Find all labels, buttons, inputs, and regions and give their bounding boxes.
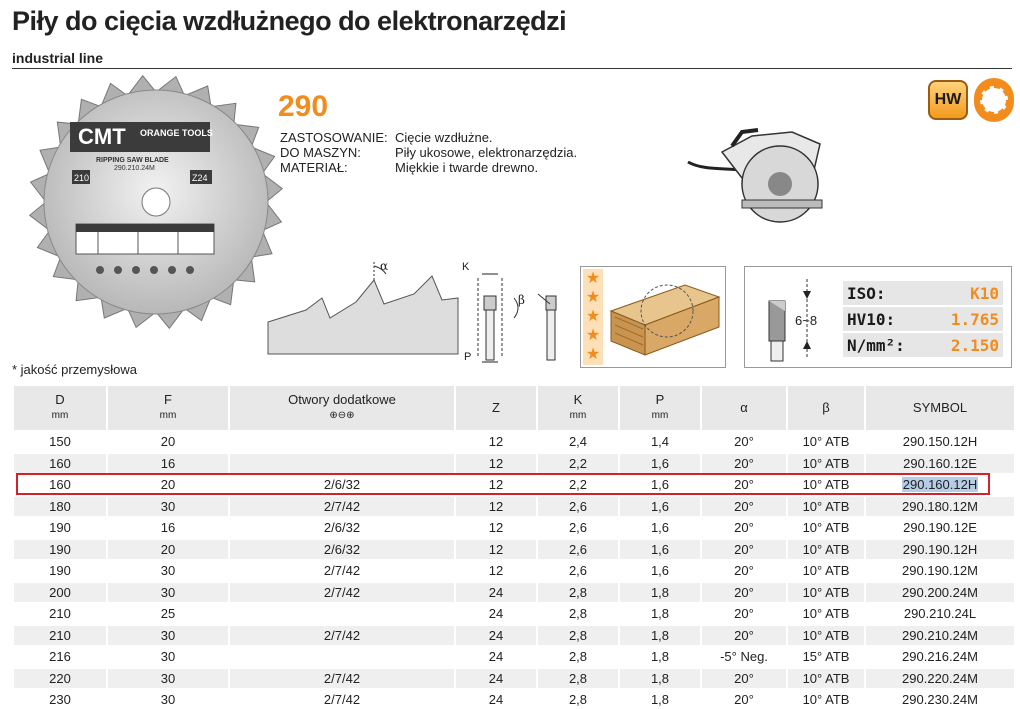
table-cell: 2/7/42 (230, 497, 454, 517)
table-cell: 2,6 (538, 518, 618, 538)
table-cell: 10° ATB (788, 454, 864, 474)
table-cell: 2,4 (538, 432, 618, 452)
star-icon: ★ (585, 269, 601, 287)
table-row[interactable] (14, 497, 1014, 517)
table-cell: 12 (456, 518, 536, 538)
table-cell: 30 (108, 669, 228, 689)
page-title: Piły do cięcia wzdłużnego do elektronarzędzi (12, 6, 567, 36)
table-row[interactable] (14, 518, 1014, 538)
table-cell: 20° (702, 497, 786, 517)
table-cell: 25 (108, 604, 228, 624)
column-header-unit: mm (159, 410, 177, 421)
table-cell: 24 (456, 583, 536, 603)
column-header-unit: mm (51, 410, 69, 421)
table-cell: 210 (14, 604, 106, 624)
table-cell: 1,8 (620, 669, 700, 689)
table-cell: 2/7/42 (230, 583, 454, 603)
table-cell: 20° (702, 583, 786, 603)
column-header-label: P (655, 392, 665, 407)
table-cell: 290.190.12M (866, 561, 1014, 581)
table-cell: 20° (702, 561, 786, 581)
table-cell: 290.230.24M (866, 690, 1014, 709)
blade-brand-sub: ORANGE TOOLS (140, 128, 213, 138)
table-cell: 1,6 (620, 561, 700, 581)
table-cell: 190 (14, 561, 106, 581)
hw-badge-icon: HW (928, 80, 968, 120)
table-cell: 20° (702, 690, 786, 709)
table-cell: 30 (108, 626, 228, 646)
table-cell: 150 (14, 432, 106, 452)
circular-saw-machine-image (682, 122, 832, 232)
table-cell: 1,6 (620, 497, 700, 517)
spec-value: Cięcie wzdłużne. (395, 130, 493, 145)
star-icon: ★ (585, 288, 601, 306)
column-header-unit: mm (651, 410, 669, 421)
table-cell: 2/7/42 (230, 669, 454, 689)
table-cell: 24 (456, 669, 536, 689)
product-code: 290 (278, 90, 329, 123)
tooth-angle-diagram (266, 258, 460, 358)
table-cell: 1,6 (620, 540, 700, 560)
table-cell: 2,6 (538, 497, 618, 517)
table-cell: 160 (14, 475, 106, 495)
table-cell: 20° (702, 518, 786, 538)
table-cell: 24 (456, 604, 536, 624)
selected-symbol-text[interactable]: 290.160.12H (902, 477, 978, 493)
strength-label: N/mm²: (847, 336, 905, 355)
beta-label: β (518, 293, 525, 307)
iso-value: K10 (970, 284, 999, 303)
star-icon: ★ (585, 346, 601, 364)
column-header (108, 386, 228, 430)
table-cell: 290.200.24M (866, 583, 1014, 603)
table-cell: 20 (108, 432, 228, 452)
hv10-label: HV10: (847, 310, 896, 329)
column-header-unit: mm (569, 410, 587, 421)
table-cell: 24 (456, 690, 536, 709)
table-cell: 10° ATB (788, 669, 864, 689)
table-cell: 20° (702, 626, 786, 646)
page-subtitle: industrial line (12, 50, 104, 66)
table-cell: 1,6 (620, 475, 700, 495)
column-header (702, 386, 786, 430)
table-cell: 160 (14, 454, 106, 474)
table-cell: 2,6 (538, 561, 618, 581)
table-cell: 2,6 (538, 540, 618, 560)
table-cell: 1,8 (620, 626, 700, 646)
column-header-label: β (822, 400, 830, 415)
column-header (788, 386, 864, 430)
quality-note: * jakość przemysłowa (12, 362, 137, 377)
table-cell: 2/6/32 (230, 540, 454, 560)
table-cell: 20° (702, 669, 786, 689)
table-cell: 1,8 (620, 647, 700, 667)
cut-quality-panel (580, 266, 726, 368)
table-row[interactable] (14, 432, 1014, 452)
table-cell: 15° ATB (788, 647, 864, 667)
spec-value: Miękkie i twarde drewno. (395, 160, 539, 175)
alpha-label: α (380, 259, 389, 273)
star-icon: ★ (585, 307, 601, 325)
table-cell: 2,2 (538, 454, 618, 474)
table-cell: 10° ATB (788, 604, 864, 624)
table-cell: 2,8 (538, 647, 618, 667)
table-cell: 2/6/32 (230, 475, 454, 495)
table-cell: 290.150.12H (866, 432, 1014, 452)
column-header (14, 386, 106, 430)
table-row[interactable] (14, 626, 1014, 646)
table-cell: 10° ATB (788, 561, 864, 581)
blade-size: 210 (74, 173, 90, 183)
column-header-label: α (740, 400, 748, 415)
kerf-plate-diagram (458, 258, 570, 370)
table-cell: 216 (14, 647, 106, 667)
table-cell: 220 (14, 669, 106, 689)
k-label: K (462, 261, 470, 273)
table-cell: 12 (456, 540, 536, 560)
table-cell: 290.210.24L (866, 604, 1014, 624)
table-cell: 20° (702, 604, 786, 624)
table-cell: 290.190.12E (866, 518, 1014, 538)
table-cell: 190 (14, 518, 106, 538)
blade-code: 290.210.24M (114, 165, 155, 172)
blade-brand: CMT (78, 124, 126, 149)
table-cell: 2/6/32 (230, 518, 454, 538)
table-row[interactable] (14, 583, 1014, 603)
table-row[interactable] (14, 690, 1014, 709)
table-cell: 190 (14, 540, 106, 560)
table-cell: 2,8 (538, 626, 618, 646)
table-cell: 10° ATB (788, 540, 864, 560)
table-cell: 10° ATB (788, 475, 864, 495)
table-cell: 12 (456, 497, 536, 517)
hv10-value: 1.765 (950, 310, 999, 329)
table-cell: 2,8 (538, 669, 618, 689)
table-cell: 16 (108, 454, 228, 474)
table-cell (230, 604, 454, 624)
table-cell: 210 (14, 626, 106, 646)
column-header (620, 386, 700, 430)
table-cell: 16 (108, 518, 228, 538)
spec-label: MATERIAŁ: (280, 160, 348, 175)
table-cell: 10° ATB (788, 497, 864, 517)
table-cell: 2,2 (538, 475, 618, 495)
table-cell: 2/7/42 (230, 690, 454, 709)
material-properties-panel (744, 266, 1012, 368)
cmt-logo-badge-icon (974, 78, 1014, 122)
table-cell: 20° (702, 540, 786, 560)
table-cell: 290.210.24M (866, 626, 1014, 646)
table-header-row (14, 386, 1014, 430)
table-cell: 30 (108, 690, 228, 709)
strength-row (843, 333, 1003, 357)
table-cell: 10° ATB (788, 626, 864, 646)
table-cell: 10° ATB (788, 583, 864, 603)
tooth-height-diagram (751, 271, 837, 363)
saw-blade-image (28, 74, 284, 330)
table-cell: 30 (108, 561, 228, 581)
table-cell (230, 454, 454, 474)
table-cell: 20° (702, 454, 786, 474)
height-label: 6~8 (795, 313, 818, 328)
table-cell: 2,8 (538, 690, 618, 709)
table-cell: 20° (702, 475, 786, 495)
table-row[interactable] (14, 647, 1014, 667)
spec-label: ZASTOSOWANIE: (280, 130, 388, 145)
table-cell: 12 (456, 475, 536, 495)
table-cell: 10° ATB (788, 690, 864, 709)
title-divider (12, 68, 1012, 69)
column-header (866, 386, 1014, 430)
table-cell (230, 647, 454, 667)
column-header (538, 386, 618, 430)
wood-cut-image (605, 271, 723, 365)
column-header (230, 386, 454, 430)
table-cell: 290.190.12H (866, 540, 1014, 560)
column-header-label: K (573, 392, 583, 407)
table-cell: 290.180.12M (866, 497, 1014, 517)
table-cell: 2/7/42 (230, 626, 454, 646)
table-cell (230, 432, 454, 452)
table-cell: 20° (702, 432, 786, 452)
table-cell: 12 (456, 432, 536, 452)
quality-stars (583, 269, 603, 365)
column-header-label: F (164, 392, 172, 407)
table-cell: 1,4 (620, 432, 700, 452)
column-header-label: Z (492, 400, 500, 415)
p-label: P (464, 351, 472, 363)
table-cell: 2,8 (538, 583, 618, 603)
table-cell: 30 (108, 497, 228, 517)
table-row[interactable] (14, 454, 1014, 474)
table-cell: 20 (108, 475, 228, 495)
table-cell: 230 (14, 690, 106, 709)
table-cell: 1,6 (620, 454, 700, 474)
blade-teeth: Z24 (192, 173, 208, 183)
product-table (12, 384, 1016, 709)
table-cell: 1,8 (620, 690, 700, 709)
table-cell: 12 (456, 454, 536, 474)
table-row[interactable] (14, 540, 1014, 560)
spec-value: Piły ukosowe, elektronarzędzia. (395, 145, 578, 160)
table-cell: 290.160.12E (866, 454, 1014, 474)
table-cell: 10° ATB (788, 518, 864, 538)
table-cell: 30 (108, 647, 228, 667)
iso-label: ISO: (847, 284, 886, 303)
table-cell: 1,8 (620, 604, 700, 624)
column-header-label: SYMBOL (912, 400, 968, 415)
star-icon: ★ (585, 327, 601, 345)
column-header (456, 386, 536, 430)
strength-value: 2.150 (950, 336, 999, 355)
table-cell: 290.220.24M (866, 669, 1014, 689)
table-cell (866, 475, 1014, 495)
spec-label: DO MASZYN: (280, 145, 361, 160)
column-header-unit: ⊕⊖⊕ (329, 410, 355, 421)
table-row[interactable] (14, 604, 1014, 624)
table-cell: 180 (14, 497, 106, 517)
table-cell: 20 (108, 540, 228, 560)
table-cell: 2/7/42 (230, 561, 454, 581)
column-header-label: Otwory dodatkowe (288, 392, 396, 407)
table-cell: 10° ATB (788, 432, 864, 452)
table-cell: 200 (14, 583, 106, 603)
table-cell: 24 (456, 647, 536, 667)
table-cell: 24 (456, 626, 536, 646)
table-cell: 2,8 (538, 604, 618, 624)
table-cell: 1,6 (620, 518, 700, 538)
table-cell: -5° Neg. (702, 647, 786, 667)
table-row[interactable] (14, 669, 1014, 689)
column-header-label: D (55, 392, 65, 407)
table-cell: 12 (456, 561, 536, 581)
iso-row (843, 281, 1003, 305)
table-cell: 30 (108, 583, 228, 603)
table-cell: 1,8 (620, 583, 700, 603)
table-row[interactable] (14, 561, 1014, 581)
table-cell: 290.216.24M (866, 647, 1014, 667)
table-row[interactable] (14, 475, 1014, 495)
blade-type: RIPPING SAW BLADE (96, 157, 169, 164)
hv10-row (843, 307, 1003, 331)
